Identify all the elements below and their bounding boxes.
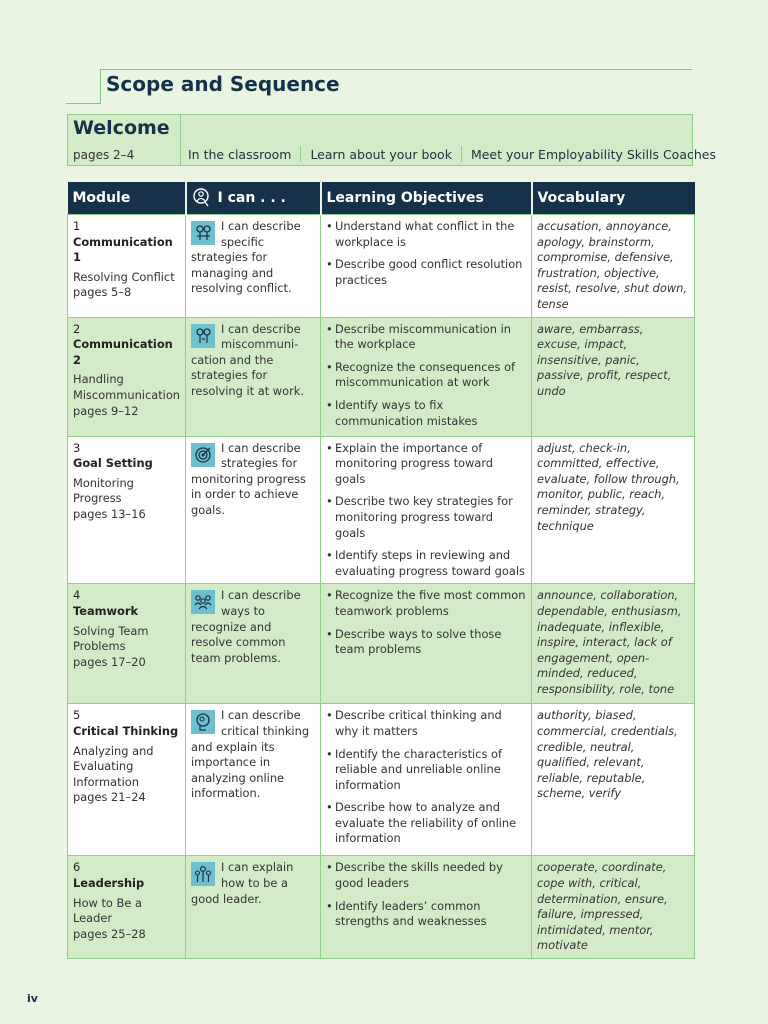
module-cell bbox=[68, 704, 186, 856]
header-ican-label: I can . . . bbox=[217, 190, 286, 206]
welcome-title: Welcome bbox=[73, 117, 170, 139]
scope-sequence-table bbox=[67, 182, 695, 959]
person-idea-icon bbox=[192, 188, 210, 208]
module-cell bbox=[68, 215, 186, 318]
table-row bbox=[68, 215, 695, 318]
welcome-link-coaches: Meet your Employability Skills Coaches bbox=[470, 146, 716, 162]
table-row bbox=[68, 436, 695, 584]
objective-item: • Describe how to analyze and evaluate the reliability of online information bbox=[326, 800, 526, 847]
title-rule-top bbox=[100, 69, 692, 70]
objective-item: • Identify steps in reviewing and evaluating progress toward goals bbox=[326, 548, 526, 579]
module-name: Leadership bbox=[73, 875, 145, 890]
module-name: Goal Setting bbox=[73, 456, 153, 471]
vocabulary-cell: authority, biased, commercial, credentials, credible, neutral, qualified, relevant, reliable, reputable, scheme, verify bbox=[532, 704, 695, 856]
module-pages: pages 17–20 bbox=[73, 654, 146, 669]
module-pages: pages 5–8 bbox=[73, 285, 132, 300]
team-icon bbox=[191, 590, 215, 614]
objectives-list bbox=[326, 860, 526, 929]
vocabulary-cell: cooperate, coordinate, cope with, critical, determination, ensure, failure, impressed, intimidated, mentor, motivate bbox=[532, 856, 695, 959]
module-pages: pages 21–24 bbox=[73, 790, 146, 805]
ican-text: I can explain how to be a good leader. bbox=[191, 860, 294, 906]
page-number: iv bbox=[27, 992, 38, 1005]
ican-cell bbox=[186, 704, 321, 856]
objectives-cell bbox=[321, 215, 532, 318]
miscommunication-icon bbox=[191, 324, 215, 348]
module-name: Teamwork bbox=[73, 603, 139, 618]
table-header-row bbox=[68, 182, 695, 215]
objectives-list bbox=[326, 708, 526, 847]
module-number: 5 bbox=[73, 708, 81, 723]
ican-cell bbox=[186, 215, 321, 318]
objectives-cell bbox=[321, 856, 532, 959]
module-subtitle: How to Be a Leader bbox=[73, 895, 142, 926]
divider bbox=[461, 146, 462, 162]
objective-item: • Describe critical thinking and why it matters bbox=[326, 708, 526, 739]
vocabulary-cell: announce, collaboration, dependable, enthusiasm, inadequate, inflexible, inspire, interact, lack of engagement, open-minded, reduced, responsibility, role, tone bbox=[532, 584, 695, 704]
module-cell bbox=[68, 584, 186, 704]
objective-item: • Understand what conflict in the workplace is bbox=[326, 219, 526, 250]
module-name: Communication 1 bbox=[73, 234, 173, 265]
objectives-cell bbox=[321, 436, 532, 584]
objectives-list bbox=[326, 441, 526, 580]
objective-item: • Describe miscommunication in the workplace bbox=[326, 322, 526, 353]
table-row bbox=[68, 704, 695, 856]
target-icon bbox=[191, 443, 215, 467]
ican-text: I can describe ways to recognize and resolve common team problems. bbox=[191, 588, 301, 665]
objective-item: • Identify leaders’ common strengths and weaknesses bbox=[326, 899, 526, 930]
welcome-links bbox=[188, 146, 716, 162]
objective-item: • Recognize the five most common teamwork problems bbox=[326, 588, 526, 619]
module-subtitle: Analyzing and Evaluating Information bbox=[73, 743, 154, 789]
module-number: 2 bbox=[73, 321, 81, 336]
ican-cell bbox=[186, 584, 321, 704]
ican-cell bbox=[186, 317, 321, 436]
ican-text: I can describe miscommuni-cation and the strategies for resolving it at work. bbox=[191, 321, 304, 398]
objective-item: • Recognize the consequences of miscommunication at work bbox=[326, 360, 526, 391]
objective-item: • Describe ways to solve those team problems bbox=[326, 627, 526, 658]
module-name: Communication 2 bbox=[73, 337, 173, 367]
objectives-cell bbox=[321, 317, 532, 436]
table-row bbox=[68, 856, 695, 959]
table-row bbox=[68, 317, 695, 436]
module-number: 4 bbox=[73, 588, 81, 603]
page-title: Scope and Sequence bbox=[106, 72, 340, 96]
title-rule-vertical bbox=[100, 69, 101, 103]
welcome-box bbox=[67, 114, 716, 166]
ican-text: I can describe critical thinking and explain its importance in analyzing online information. bbox=[191, 708, 310, 801]
divider bbox=[300, 146, 301, 162]
module-subtitle: Solving Team Problems bbox=[73, 623, 149, 654]
module-subtitle: Handling Miscommunication bbox=[73, 372, 181, 402]
module-pages: pages 25–28 bbox=[73, 926, 146, 941]
module-name: Critical Thinking bbox=[73, 723, 179, 738]
welcome-link-classroom: In the classroom bbox=[188, 146, 292, 162]
objective-item: • Explain the importance of monitoring progress toward goals bbox=[326, 441, 526, 488]
module-subtitle: Monitoring Progress bbox=[73, 475, 134, 506]
objective-item: • Describe two key strategies for monitoring progress toward goals bbox=[326, 494, 526, 541]
ican-cell bbox=[186, 856, 321, 959]
objective-item: • Describe good conflict resolution practices bbox=[326, 257, 526, 288]
header-module: Module bbox=[68, 182, 186, 215]
vocabulary-cell: aware, embarrass, excuse, impact, insensitive, panic, passive, profit, respect, undo bbox=[532, 317, 695, 436]
vocabulary-cell: adjust, check-in, committed, effective, evaluate, follow through, monitor, public, reach, reminder, strategy, technique bbox=[532, 436, 695, 584]
module-cell bbox=[68, 856, 186, 959]
ican-text: I can describe specific strategies for managing and resolving conflict. bbox=[191, 219, 301, 296]
vocabulary-cell: accusation, annoyance, apology, brainstorm, compromise, defensive, frustration, objective, resist, resolve, shut down, tense bbox=[532, 215, 695, 318]
module-pages: pages 13–16 bbox=[73, 506, 146, 521]
objective-item: • Identify ways to fix communication mistakes bbox=[326, 398, 526, 429]
module-subtitle: Resolving Conflict bbox=[73, 269, 175, 284]
objective-item: • Identify the characteristics of reliable and unreliable online information bbox=[326, 747, 526, 794]
objective-item: • Describe the skills needed by good leaders bbox=[326, 860, 526, 891]
module-cell bbox=[68, 317, 186, 436]
objectives-list bbox=[326, 588, 526, 657]
table-row bbox=[68, 584, 695, 704]
objectives-cell bbox=[321, 704, 532, 856]
module-pages: pages 9–12 bbox=[73, 403, 139, 418]
objectives-cell bbox=[321, 584, 532, 704]
ican-cell bbox=[186, 436, 321, 584]
header-ican bbox=[186, 182, 321, 215]
header-objectives: Learning Objectives bbox=[321, 182, 532, 215]
module-number: 1 bbox=[73, 219, 81, 233]
conflict-icon bbox=[191, 221, 215, 245]
welcome-pages: pages 2–4 bbox=[73, 148, 135, 162]
leader-icon bbox=[191, 862, 215, 886]
title-rule-bottom bbox=[66, 103, 101, 104]
objectives-list bbox=[326, 219, 526, 288]
module-number: 3 bbox=[73, 440, 81, 455]
ican-text: I can describe strategies for monitoring progress in order to achieve goals. bbox=[191, 440, 306, 517]
welcome-left bbox=[68, 115, 181, 165]
thinking-icon bbox=[191, 710, 215, 734]
welcome-link-book: Learn about your book bbox=[310, 146, 452, 162]
header-vocabulary: Vocabulary bbox=[532, 182, 695, 215]
objectives-list bbox=[326, 322, 526, 430]
module-cell bbox=[68, 436, 186, 584]
module-number: 6 bbox=[73, 860, 81, 875]
